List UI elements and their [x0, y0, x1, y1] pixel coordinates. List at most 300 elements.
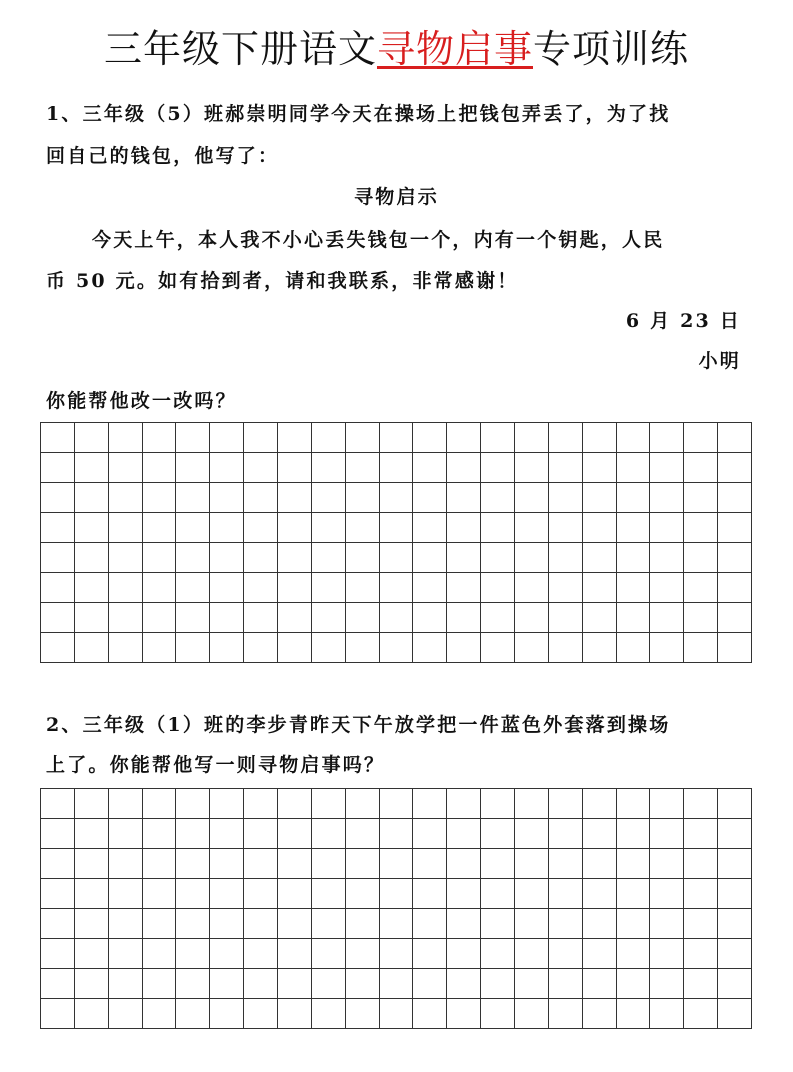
grid-cell[interactable] — [75, 999, 109, 1029]
grid-cell[interactable] — [346, 513, 380, 543]
grid-cell[interactable] — [244, 969, 278, 999]
grid-cell[interactable] — [684, 969, 718, 999]
grid-cell[interactable] — [143, 819, 177, 849]
grid-cell[interactable] — [481, 483, 515, 513]
grid-cell[interactable] — [278, 999, 312, 1029]
grid-cell[interactable] — [109, 879, 143, 909]
grid-cell[interactable] — [515, 633, 549, 663]
grid-cell[interactable] — [109, 423, 143, 453]
grid-cell[interactable] — [413, 513, 447, 543]
grid-cell[interactable] — [143, 909, 177, 939]
grid-cell[interactable] — [75, 909, 109, 939]
grid-cell[interactable] — [143, 969, 177, 999]
grid-cell[interactable] — [176, 513, 210, 543]
grid-cell[interactable] — [210, 543, 244, 573]
grid-cell[interactable] — [109, 483, 143, 513]
grid-cell[interactable] — [718, 423, 752, 453]
grid-cell[interactable] — [346, 483, 380, 513]
grid-cell[interactable] — [109, 633, 143, 663]
grid-cell[interactable] — [413, 603, 447, 633]
grid-cell[interactable] — [312, 453, 346, 483]
grid-cell[interactable] — [650, 633, 684, 663]
grid-cell[interactable] — [583, 633, 617, 663]
grid-cell[interactable] — [515, 423, 549, 453]
grid-cell[interactable] — [278, 849, 312, 879]
grid-cell[interactable] — [481, 819, 515, 849]
grid-cell[interactable] — [413, 789, 447, 819]
grid-cell[interactable] — [718, 789, 752, 819]
grid-cell[interactable] — [143, 573, 177, 603]
grid-cell[interactable] — [143, 603, 177, 633]
grid-cell[interactable] — [109, 999, 143, 1029]
grid-cell[interactable] — [75, 453, 109, 483]
grid-cell[interactable] — [718, 483, 752, 513]
grid-cell[interactable] — [718, 573, 752, 603]
grid-cell[interactable] — [75, 513, 109, 543]
grid-cell[interactable] — [380, 543, 414, 573]
grid-cell[interactable] — [278, 939, 312, 969]
grid-cell[interactable] — [244, 999, 278, 1029]
grid-cell[interactable] — [109, 573, 143, 603]
grid-cell[interactable] — [515, 603, 549, 633]
grid-cell[interactable] — [481, 603, 515, 633]
grid-cell[interactable] — [447, 423, 481, 453]
grid-cell[interactable] — [143, 453, 177, 483]
grid-cell[interactable] — [210, 969, 244, 999]
grid-cell[interactable] — [346, 909, 380, 939]
grid-cell[interactable] — [109, 849, 143, 879]
grid-cell[interactable] — [650, 939, 684, 969]
grid-cell[interactable] — [515, 483, 549, 513]
grid-cell[interactable] — [583, 513, 617, 543]
grid-cell[interactable] — [515, 939, 549, 969]
grid-cell[interactable] — [380, 849, 414, 879]
grid-cell[interactable] — [583, 909, 617, 939]
grid-cell[interactable] — [481, 999, 515, 1029]
grid-cell[interactable] — [312, 999, 346, 1029]
grid-cell[interactable] — [346, 789, 380, 819]
grid-cell[interactable] — [75, 879, 109, 909]
grid-cell[interactable] — [109, 939, 143, 969]
grid-cell[interactable] — [684, 573, 718, 603]
grid-cell[interactable] — [481, 633, 515, 663]
grid-cell[interactable] — [244, 849, 278, 879]
grid-cell[interactable] — [617, 909, 651, 939]
grid-cell[interactable] — [481, 909, 515, 939]
grid-cell[interactable] — [718, 513, 752, 543]
grid-cell[interactable] — [176, 909, 210, 939]
grid-cell[interactable] — [583, 879, 617, 909]
grid-cell[interactable] — [684, 513, 718, 543]
grid-cell[interactable] — [583, 423, 617, 453]
grid-cell[interactable] — [549, 573, 583, 603]
grid-cell[interactable] — [41, 909, 75, 939]
grid-cell[interactable] — [718, 543, 752, 573]
grid-cell[interactable] — [684, 453, 718, 483]
grid-cell[interactable] — [583, 969, 617, 999]
grid-cell[interactable] — [176, 573, 210, 603]
grid-cell[interactable] — [176, 939, 210, 969]
grid-cell[interactable] — [549, 423, 583, 453]
grid-cell[interactable] — [244, 453, 278, 483]
grid-cell[interactable] — [278, 819, 312, 849]
grid-cell[interactable] — [75, 939, 109, 969]
grid-cell[interactable] — [312, 939, 346, 969]
grid-cell[interactable] — [413, 909, 447, 939]
grid-cell[interactable] — [447, 603, 481, 633]
grid-cell[interactable] — [176, 453, 210, 483]
grid-cell[interactable] — [515, 789, 549, 819]
grid-cell[interactable] — [143, 423, 177, 453]
grid-cell[interactable] — [143, 849, 177, 879]
grid-cell[interactable] — [143, 879, 177, 909]
grid-cell[interactable] — [109, 789, 143, 819]
grid-cell[interactable] — [143, 789, 177, 819]
grid-cell[interactable] — [650, 603, 684, 633]
grid-cell[interactable] — [244, 909, 278, 939]
grid-cell[interactable] — [346, 879, 380, 909]
grid-cell[interactable] — [346, 573, 380, 603]
grid-cell[interactable] — [312, 513, 346, 543]
grid-cell[interactable] — [143, 543, 177, 573]
grid-cell[interactable] — [41, 939, 75, 969]
grid-cell[interactable] — [718, 849, 752, 879]
grid-cell[interactable] — [684, 483, 718, 513]
grid-cell[interactable] — [346, 939, 380, 969]
grid-cell[interactable] — [481, 969, 515, 999]
grid-cell[interactable] — [176, 999, 210, 1029]
grid-cell[interactable] — [210, 633, 244, 663]
grid-cell[interactable] — [41, 453, 75, 483]
answer-grid-q2[interactable] — [40, 788, 752, 1029]
grid-cell[interactable] — [413, 819, 447, 849]
grid-cell[interactable] — [244, 879, 278, 909]
grid-cell[interactable] — [718, 939, 752, 969]
grid-cell[interactable] — [278, 909, 312, 939]
grid-cell[interactable] — [75, 819, 109, 849]
grid-cell[interactable] — [549, 849, 583, 879]
grid-cell[interactable] — [380, 879, 414, 909]
grid-cell[interactable] — [684, 603, 718, 633]
grid-cell[interactable] — [244, 573, 278, 603]
grid-cell[interactable] — [549, 789, 583, 819]
grid-cell[interactable] — [346, 453, 380, 483]
grid-cell[interactable] — [684, 999, 718, 1029]
grid-cell[interactable] — [617, 819, 651, 849]
grid-cell[interactable] — [312, 789, 346, 819]
grid-cell[interactable] — [549, 483, 583, 513]
grid-cell[interactable] — [718, 879, 752, 909]
grid-cell[interactable] — [210, 483, 244, 513]
grid-cell[interactable] — [278, 633, 312, 663]
grid-cell[interactable] — [617, 879, 651, 909]
grid-cell[interactable] — [684, 633, 718, 663]
grid-cell[interactable] — [583, 999, 617, 1029]
grid-cell[interactable] — [312, 969, 346, 999]
grid-cell[interactable] — [617, 513, 651, 543]
grid-cell[interactable] — [109, 819, 143, 849]
grid-cell[interactable] — [109, 513, 143, 543]
grid-cell[interactable] — [413, 633, 447, 663]
grid-cell[interactable] — [549, 969, 583, 999]
grid-cell[interactable] — [549, 633, 583, 663]
grid-cell[interactable] — [617, 573, 651, 603]
grid-cell[interactable] — [549, 999, 583, 1029]
grid-cell[interactable] — [515, 909, 549, 939]
grid-cell[interactable] — [176, 423, 210, 453]
grid-cell[interactable] — [244, 819, 278, 849]
grid-cell[interactable] — [617, 999, 651, 1029]
grid-cell[interactable] — [41, 543, 75, 573]
grid-cell[interactable] — [684, 909, 718, 939]
grid-cell[interactable] — [210, 999, 244, 1029]
grid-cell[interactable] — [549, 879, 583, 909]
grid-cell[interactable] — [583, 939, 617, 969]
grid-cell[interactable] — [481, 543, 515, 573]
grid-cell[interactable] — [312, 543, 346, 573]
grid-cell[interactable] — [41, 603, 75, 633]
grid-cell[interactable] — [650, 453, 684, 483]
grid-cell[interactable] — [346, 969, 380, 999]
grid-cell[interactable] — [617, 423, 651, 453]
grid-cell[interactable] — [278, 423, 312, 453]
grid-cell[interactable] — [244, 789, 278, 819]
grid-cell[interactable] — [481, 849, 515, 879]
grid-cell[interactable] — [413, 573, 447, 603]
grid-cell[interactable] — [583, 573, 617, 603]
grid-cell[interactable] — [109, 909, 143, 939]
grid-cell[interactable] — [41, 879, 75, 909]
grid-cell[interactable] — [380, 453, 414, 483]
grid-cell[interactable] — [413, 483, 447, 513]
grid-cell[interactable] — [583, 543, 617, 573]
grid-cell[interactable] — [210, 849, 244, 879]
grid-cell[interactable] — [41, 819, 75, 849]
grid-cell[interactable] — [41, 423, 75, 453]
grid-cell[interactable] — [549, 453, 583, 483]
grid-cell[interactable] — [346, 633, 380, 663]
grid-cell[interactable] — [41, 483, 75, 513]
grid-cell[interactable] — [617, 849, 651, 879]
grid-cell[interactable] — [515, 513, 549, 543]
grid-cell[interactable] — [75, 483, 109, 513]
grid-cell[interactable] — [684, 819, 718, 849]
grid-cell[interactable] — [413, 543, 447, 573]
grid-cell[interactable] — [413, 879, 447, 909]
grid-cell[interactable] — [176, 603, 210, 633]
grid-cell[interactable] — [346, 849, 380, 879]
grid-cell[interactable] — [583, 483, 617, 513]
grid-cell[interactable] — [278, 969, 312, 999]
grid-cell[interactable] — [650, 513, 684, 543]
grid-cell[interactable] — [515, 969, 549, 999]
grid-cell[interactable] — [617, 789, 651, 819]
grid-cell[interactable] — [650, 879, 684, 909]
grid-cell[interactable] — [176, 879, 210, 909]
grid-cell[interactable] — [447, 453, 481, 483]
grid-cell[interactable] — [278, 789, 312, 819]
grid-cell[interactable] — [380, 633, 414, 663]
grid-cell[interactable] — [481, 453, 515, 483]
grid-cell[interactable] — [481, 423, 515, 453]
grid-cell[interactable] — [380, 939, 414, 969]
grid-cell[interactable] — [650, 819, 684, 849]
grid-cell[interactable] — [583, 603, 617, 633]
grid-cell[interactable] — [684, 543, 718, 573]
grid-cell[interactable] — [210, 789, 244, 819]
grid-cell[interactable] — [312, 633, 346, 663]
grid-cell[interactable] — [515, 999, 549, 1029]
grid-cell[interactable] — [176, 633, 210, 663]
grid-cell[interactable] — [447, 483, 481, 513]
grid-cell[interactable] — [549, 543, 583, 573]
grid-cell[interactable] — [447, 909, 481, 939]
grid-cell[interactable] — [380, 999, 414, 1029]
grid-cell[interactable] — [244, 939, 278, 969]
grid-cell[interactable] — [312, 879, 346, 909]
grid-cell[interactable] — [278, 603, 312, 633]
grid-cell[interactable] — [41, 633, 75, 663]
grid-cell[interactable] — [312, 603, 346, 633]
grid-cell[interactable] — [650, 423, 684, 453]
grid-cell[interactable] — [312, 573, 346, 603]
grid-cell[interactable] — [515, 573, 549, 603]
grid-cell[interactable] — [718, 819, 752, 849]
grid-cell[interactable] — [684, 939, 718, 969]
grid-cell[interactable] — [650, 789, 684, 819]
grid-cell[interactable] — [515, 879, 549, 909]
grid-cell[interactable] — [515, 849, 549, 879]
answer-grid-q1[interactable] — [40, 422, 752, 663]
grid-cell[interactable] — [109, 543, 143, 573]
grid-cell[interactable] — [515, 819, 549, 849]
grid-cell[interactable] — [583, 819, 617, 849]
grid-cell[interactable] — [244, 423, 278, 453]
grid-cell[interactable] — [278, 879, 312, 909]
grid-cell[interactable] — [176, 483, 210, 513]
grid-cell[interactable] — [312, 423, 346, 453]
grid-cell[interactable] — [447, 849, 481, 879]
grid-cell[interactable] — [515, 453, 549, 483]
grid-cell[interactable] — [210, 603, 244, 633]
grid-cell[interactable] — [380, 573, 414, 603]
grid-cell[interactable] — [447, 543, 481, 573]
grid-cell[interactable] — [650, 483, 684, 513]
grid-cell[interactable] — [210, 879, 244, 909]
grid-cell[interactable] — [41, 573, 75, 603]
grid-cell[interactable] — [481, 789, 515, 819]
grid-cell[interactable] — [75, 603, 109, 633]
grid-cell[interactable] — [380, 603, 414, 633]
grid-cell[interactable] — [447, 513, 481, 543]
grid-cell[interactable] — [617, 453, 651, 483]
grid-cell[interactable] — [278, 513, 312, 543]
grid-cell[interactable] — [312, 909, 346, 939]
grid-cell[interactable] — [617, 543, 651, 573]
grid-cell[interactable] — [650, 969, 684, 999]
grid-cell[interactable] — [346, 543, 380, 573]
grid-cell[interactable] — [109, 969, 143, 999]
grid-cell[interactable] — [143, 513, 177, 543]
grid-cell[interactable] — [617, 939, 651, 969]
grid-cell[interactable] — [481, 879, 515, 909]
grid-cell[interactable] — [41, 999, 75, 1029]
grid-cell[interactable] — [515, 543, 549, 573]
grid-cell[interactable] — [447, 633, 481, 663]
grid-cell[interactable] — [380, 819, 414, 849]
grid-cell[interactable] — [413, 849, 447, 879]
grid-cell[interactable] — [413, 999, 447, 1029]
grid-cell[interactable] — [176, 969, 210, 999]
grid-cell[interactable] — [650, 999, 684, 1029]
grid-cell[interactable] — [210, 423, 244, 453]
grid-cell[interactable] — [650, 543, 684, 573]
grid-cell[interactable] — [549, 939, 583, 969]
grid-cell[interactable] — [684, 423, 718, 453]
grid-cell[interactable] — [549, 603, 583, 633]
grid-cell[interactable] — [447, 999, 481, 1029]
grid-cell[interactable] — [447, 879, 481, 909]
grid-cell[interactable] — [278, 543, 312, 573]
grid-cell[interactable] — [447, 969, 481, 999]
grid-cell[interactable] — [549, 909, 583, 939]
grid-cell[interactable] — [75, 969, 109, 999]
grid-cell[interactable] — [143, 483, 177, 513]
grid-cell[interactable] — [413, 423, 447, 453]
grid-cell[interactable] — [346, 603, 380, 633]
grid-cell[interactable] — [244, 483, 278, 513]
grid-cell[interactable] — [210, 909, 244, 939]
grid-cell[interactable] — [447, 573, 481, 603]
grid-cell[interactable] — [312, 819, 346, 849]
grid-cell[interactable] — [278, 453, 312, 483]
grid-cell[interactable] — [210, 453, 244, 483]
grid-cell[interactable] — [346, 999, 380, 1029]
grid-cell[interactable] — [447, 819, 481, 849]
grid-cell[interactable] — [176, 819, 210, 849]
grid-cell[interactable] — [447, 939, 481, 969]
grid-cell[interactable] — [41, 513, 75, 543]
grid-cell[interactable] — [549, 819, 583, 849]
grid-cell[interactable] — [549, 513, 583, 543]
grid-cell[interactable] — [684, 879, 718, 909]
grid-cell[interactable] — [176, 789, 210, 819]
grid-cell[interactable] — [210, 939, 244, 969]
grid-cell[interactable] — [650, 573, 684, 603]
grid-cell[interactable] — [176, 849, 210, 879]
grid-cell[interactable] — [718, 909, 752, 939]
grid-cell[interactable] — [312, 849, 346, 879]
grid-cell[interactable] — [481, 573, 515, 603]
grid-cell[interactable] — [244, 543, 278, 573]
grid-cell[interactable] — [617, 633, 651, 663]
grid-cell[interactable] — [210, 513, 244, 543]
grid-cell[interactable] — [684, 789, 718, 819]
grid-cell[interactable] — [210, 573, 244, 603]
grid-cell[interactable] — [718, 603, 752, 633]
grid-cell[interactable] — [380, 513, 414, 543]
grid-cell[interactable] — [583, 453, 617, 483]
grid-cell[interactable] — [617, 603, 651, 633]
grid-cell[interactable] — [380, 423, 414, 453]
grid-cell[interactable] — [447, 789, 481, 819]
grid-cell[interactable] — [617, 969, 651, 999]
grid-cell[interactable] — [583, 849, 617, 879]
grid-cell[interactable] — [210, 819, 244, 849]
grid-cell[interactable] — [346, 819, 380, 849]
grid-cell[interactable] — [718, 633, 752, 663]
grid-cell[interactable] — [143, 939, 177, 969]
